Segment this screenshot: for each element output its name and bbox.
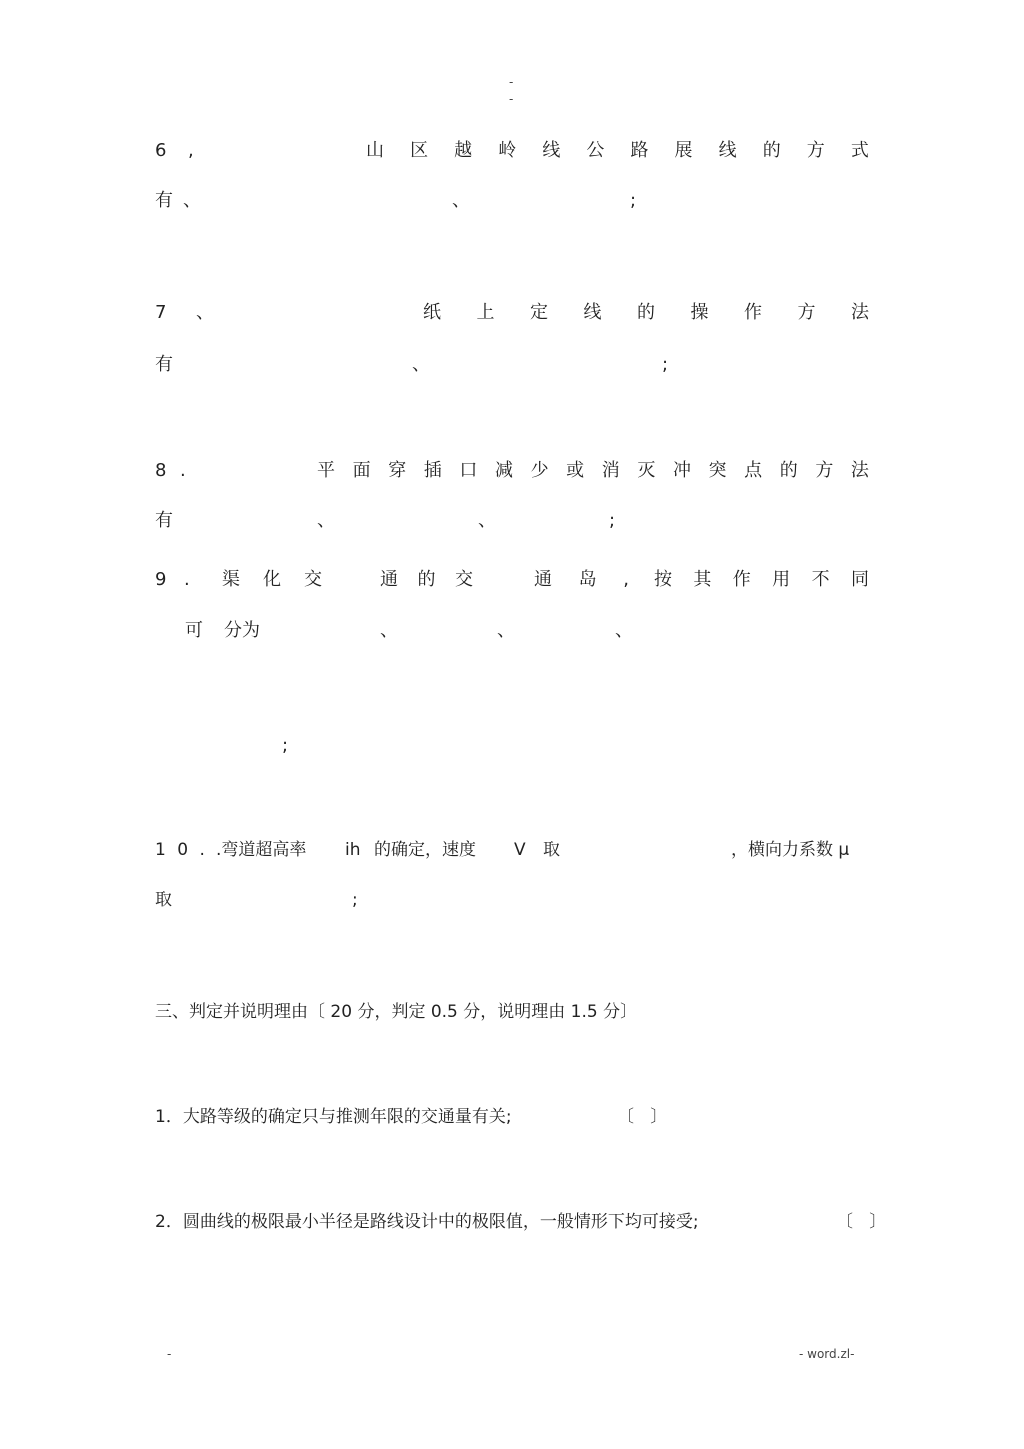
q9-text-group-b <box>380 571 473 589</box>
q6-char: 的 <box>762 140 781 161</box>
q9-char: 岛 <box>578 569 597 590</box>
q7-char: 线 <box>583 302 602 323</box>
q8-char: 口 <box>459 460 478 481</box>
judgement-item-1: 1．大路等级的确定只与推测年限的交通量有关; <box>155 1107 512 1127</box>
q9-char: 作 <box>732 569 751 590</box>
q8-char: 插 <box>423 460 442 481</box>
q6-question-text <box>366 142 869 160</box>
q8-line2-start: 有 <box>155 510 173 531</box>
header-mark-bottom: - <box>509 92 514 106</box>
q8-char: 减 <box>494 460 513 481</box>
q8-char: 点 <box>744 460 763 481</box>
q10-number: 1 0 . <box>155 840 208 860</box>
q7-line-end: ; <box>662 354 669 375</box>
q6-char: 方 <box>806 140 825 161</box>
q6-char: 公 <box>586 140 605 161</box>
q6-number: 6 <box>155 140 167 161</box>
q7-line2-start: 有 <box>155 354 173 375</box>
q9-char: 化 <box>263 569 281 590</box>
q9-number: 9 <box>155 569 167 590</box>
q9-char: 交 <box>455 569 473 590</box>
q9-line2-start: 可 <box>185 620 203 641</box>
q6-separator: 、 <box>183 190 201 211</box>
q8-char: 的 <box>779 460 798 481</box>
q7-char: 操 <box>690 302 709 323</box>
q8-char: 平 <box>317 460 335 481</box>
q8-char: 少 <box>530 460 549 481</box>
q8-char: 消 <box>601 460 620 481</box>
q6-char: 山 <box>366 140 384 161</box>
q7-char: 法 <box>851 302 869 323</box>
q8-punct: . <box>180 460 186 481</box>
q7-separator: 、 <box>412 354 430 375</box>
q8-char: 法 <box>850 460 869 481</box>
q9-text-group-a <box>222 571 322 589</box>
q6-char: 越 <box>454 140 473 161</box>
q10-line2-start: 取 <box>155 890 172 910</box>
q9-char: 通 <box>534 569 552 590</box>
q9-char: , <box>623 569 629 590</box>
footer-watermark: - word.zl- <box>799 1347 855 1361</box>
q6-char: 岭 <box>498 140 517 161</box>
q9-text-group-c <box>534 571 629 589</box>
q6-char: 线 <box>718 140 737 161</box>
q7-char: 作 <box>744 302 762 323</box>
q6-char: 展 <box>674 140 693 161</box>
answer-bracket: 〔 〕 <box>617 1107 668 1127</box>
q7-punct: 、 <box>196 302 214 323</box>
q9-char: 同 <box>850 569 869 590</box>
q8-question-text <box>317 462 869 480</box>
q9-text-group-d <box>654 571 869 589</box>
q9-separator: 、 <box>497 620 515 641</box>
q10-text: ，横向力系数 μ <box>731 840 850 860</box>
q7-char: 上 <box>476 302 495 323</box>
q6-char: 线 <box>542 140 561 161</box>
q8-separator: 、 <box>478 510 496 531</box>
judgement-item-2: 2．圆曲线的极限最小半径是路线设计中的极限值，一般情形下均可接受; <box>155 1212 699 1232</box>
q9-char: 不 <box>811 569 830 590</box>
answer-bracket: 〔 〕 <box>836 1212 887 1232</box>
q6-line2-start: 有 <box>155 190 173 211</box>
q7-char: 方 <box>797 302 816 323</box>
footer-left-mark: - <box>167 1347 172 1361</box>
q6-line-end: ; <box>630 190 637 211</box>
q8-char: 方 <box>815 460 834 481</box>
q9-punct: . <box>184 569 190 590</box>
q9-separator: 、 <box>380 620 398 641</box>
q9-line2-text: 分为 <box>224 620 260 641</box>
q8-line-end: ; <box>609 510 616 531</box>
q9-line-end: ; <box>282 735 289 756</box>
q9-char: 交 <box>304 569 322 590</box>
q8-char: 或 <box>566 460 585 481</box>
q6-char: 区 <box>410 140 429 161</box>
section-heading: 三、判定并说明理由〔 20 分，判定 0.5 分，说明理由 1.5 分〕 <box>155 1002 638 1022</box>
q9-char: 通 <box>380 569 398 590</box>
q6-char: 路 <box>630 140 649 161</box>
q9-char: 渠 <box>222 569 240 590</box>
q9-char: 的 <box>417 569 436 590</box>
q8-char: 穿 <box>388 460 407 481</box>
q7-char: 纸 <box>423 302 441 323</box>
q9-char: 按 <box>654 569 672 590</box>
header-mark-top: - <box>509 75 514 89</box>
q9-separator: 、 <box>615 620 633 641</box>
q6-punct: , <box>188 140 194 161</box>
q9-char: 用 <box>772 569 791 590</box>
q8-separator: 、 <box>317 510 335 531</box>
q7-char: 的 <box>637 302 655 323</box>
q7-number: 7 <box>155 302 167 323</box>
q10-text: 取 <box>543 840 560 860</box>
q8-number: 8 <box>155 460 167 481</box>
q7-char: 定 <box>530 302 548 323</box>
q8-char: 面 <box>352 460 371 481</box>
q10-line-end: ; <box>352 890 358 910</box>
q6-char: 式 <box>850 140 869 161</box>
q9-char: 其 <box>693 569 712 590</box>
q10-symbol-v: V <box>514 840 526 860</box>
q10-text: .弯道超高率 <box>216 840 307 860</box>
q8-char: 冲 <box>672 460 691 481</box>
q8-char: 灭 <box>637 460 656 481</box>
q6-separator: 、 <box>452 190 470 211</box>
q10-symbol-ih: ih <box>345 840 361 860</box>
q10-text: 的确定，速度 <box>374 840 476 860</box>
q7-question-text <box>423 304 869 322</box>
q8-char: 突 <box>708 460 727 481</box>
